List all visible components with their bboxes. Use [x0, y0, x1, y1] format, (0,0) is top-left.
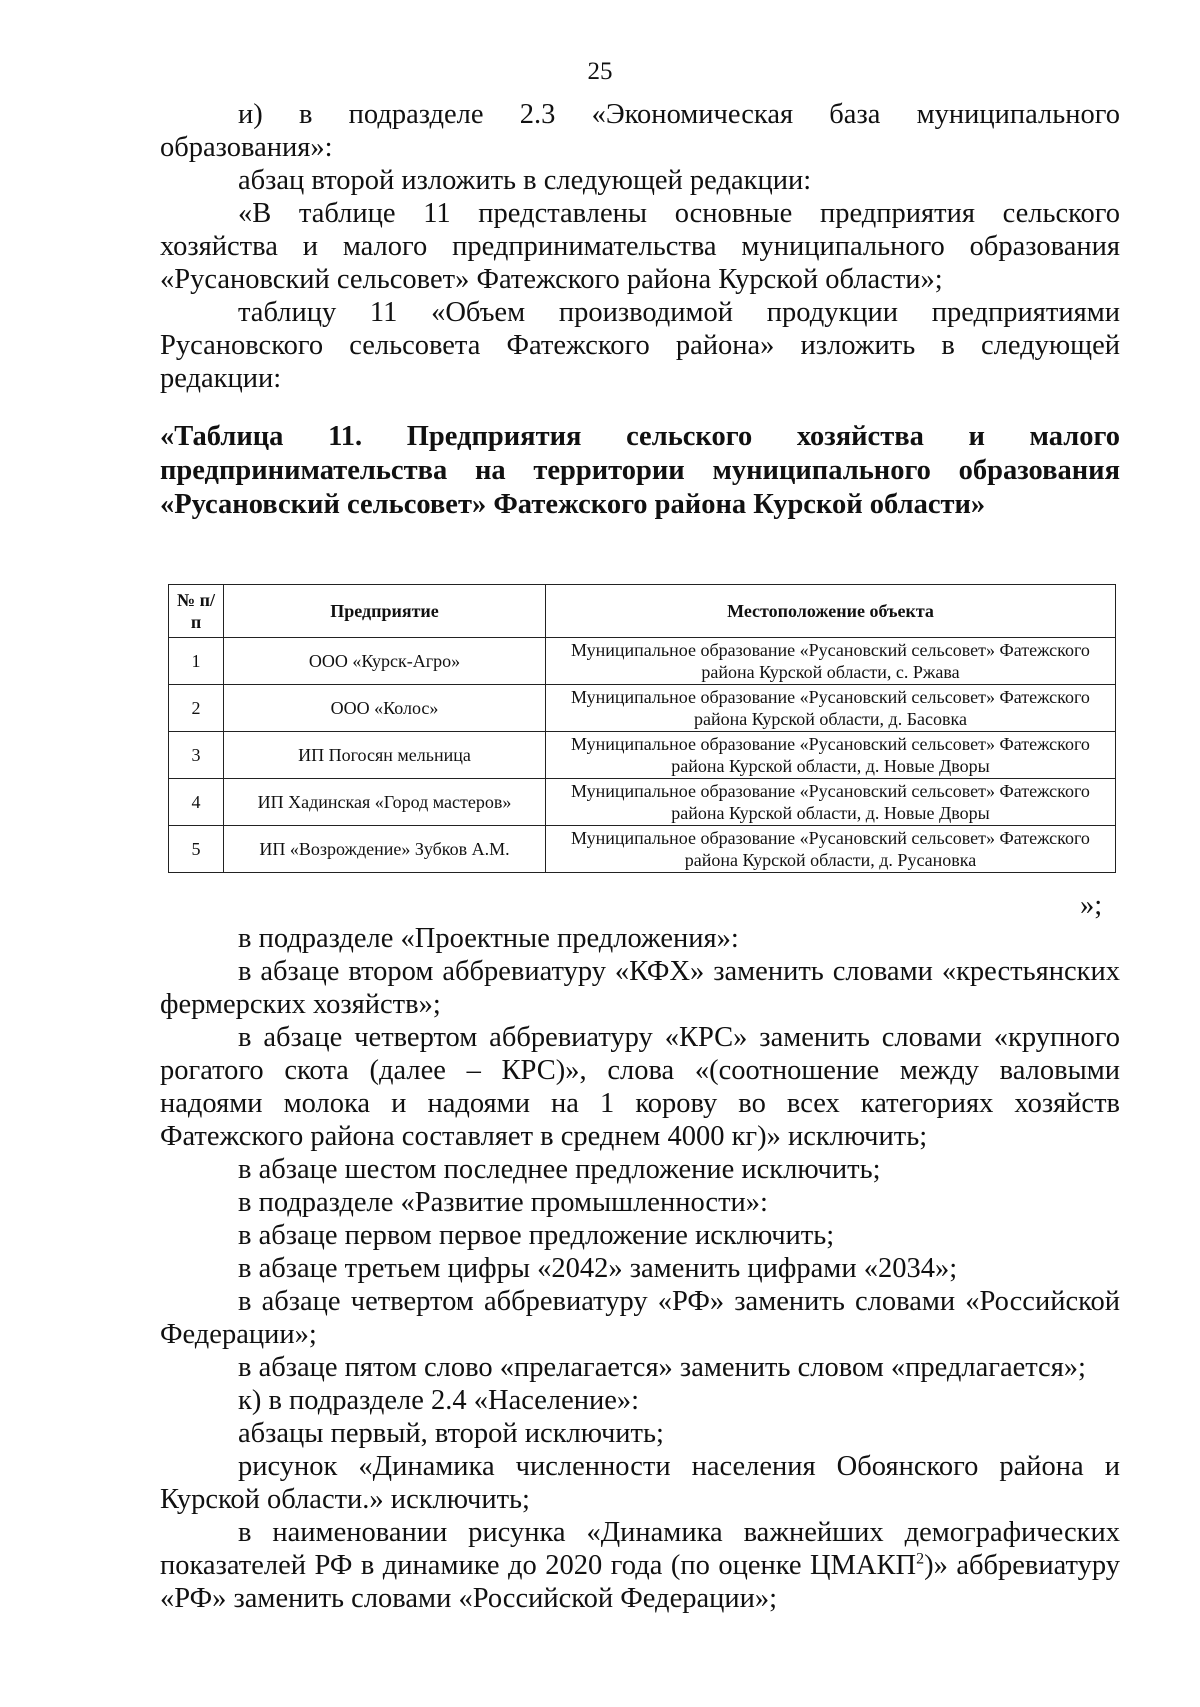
header-number: № п/п	[169, 585, 224, 638]
body-paragraph-6: в абзаце первом первое предложение исключить;	[238, 1220, 835, 1251]
row-location: Муниципальное образование «Русановский сельсовет» Фатежского района Курской области, д. Новые Дворы	[546, 779, 1116, 826]
body-paragraph-5: в подразделе «Развитие промышленности»:	[238, 1187, 768, 1218]
table-row	[169, 826, 1116, 873]
body-paragraph-9: в абзаце пятом слово «прелагается» заменить словом «предлагается»;	[238, 1352, 1086, 1383]
table-header-row	[169, 585, 1116, 638]
intro-paragraph-2: абзац второй изложить в следующей редакции:	[238, 165, 812, 196]
row-enterprise: ООО «Курск-Агро»	[224, 638, 546, 685]
row-enterprise: ИП Погосян мельница	[224, 732, 546, 779]
body-paragraph-11: абзацы первый, второй исключить;	[238, 1418, 664, 1449]
body-paragraph-13-end: )» аббревиатуру «РФ» заменить словами «Российской Федерации»;	[160, 1550, 1120, 1614]
intro-paragraph-1: и) в подразделе 2.3 «Экономическая база муниципального образования»:	[160, 99, 1120, 163]
table-closing-quote: »;	[1080, 890, 1103, 921]
intro-paragraph-3: «В таблице 11 представлены основные предприятия сельского хозяйства и малого предпринимательства муниципального образования «Русановский сельсовет» Фатежского района Курской области»;	[160, 198, 1120, 295]
row-location: Муниципальное образование «Русановский сельсовет» Фатежского района Курской области, с. Ржава	[546, 638, 1116, 685]
row-location: Муниципальное образование «Русановский сельсовет» Фатежского района Курской области, д. Новые Дворы	[546, 732, 1116, 779]
row-enterprise: ИП «Возрождение» Зубков А.М.	[224, 826, 546, 873]
row-enterprise: ИП Хадинская «Город мастеров»	[224, 779, 546, 826]
table-row	[169, 779, 1116, 826]
body-paragraph-12: рисунок «Динамика численности населения Обоянского района и Курской области.» исключить;	[160, 1451, 1120, 1515]
table-row	[169, 638, 1116, 685]
body-paragraph-1: в подразделе «Проектные предложения»:	[238, 923, 739, 954]
body-paragraph-13	[160, 1516, 1120, 1615]
row-enterprise: ООО «Колос»	[224, 685, 546, 732]
body-paragraph-3: в абзаце четвертом аббревиатуру «КРС» заменить словами «крупного рогатого скота (далее – КРС)», слова «(соотношение между валовыми надоями молока и надоями на 1 корову во всех категориях хозяйств Фатежского района составляет в среднем 4000 кг)» исключить;	[160, 1022, 1120, 1152]
row-number: 5	[169, 826, 224, 873]
page-number: 25	[587, 58, 613, 85]
table-title: «Таблица 11. Предприятия сельского хозяйства и малого предпринимательства на территории муниципального образования «Русановский сельсовет» Фатежского района Курской области»	[160, 421, 1120, 520]
body-paragraph-2: в абзаце втором аббревиатуру «КФХ» заменить словами «крестьянских фермерских хозяйств»;	[160, 956, 1120, 1020]
table-row	[169, 685, 1116, 732]
row-number: 4	[169, 779, 224, 826]
table-row	[169, 732, 1116, 779]
row-number: 2	[169, 685, 224, 732]
body-paragraph-8: в абзаце четвертом аббревиатуру «РФ» заменить словами «Российской Федерации»;	[160, 1286, 1120, 1350]
row-location: Муниципальное образование «Русановский сельсовет» Фатежского района Курской области, д. Русановка	[546, 826, 1116, 873]
body-paragraph-7: в абзаце третьем цифры «2042» заменить цифрами «2034»;	[238, 1253, 958, 1284]
row-number: 1	[169, 638, 224, 685]
footnote-marker: 2	[916, 1550, 925, 1568]
body-paragraph-4: в абзаце шестом последнее предложение исключить;	[238, 1154, 881, 1185]
intro-paragraph-4: таблицу 11 «Объем производимой продукции предприятиями Русановского сельсовета Фатежского района» изложить в следующей редакции:	[160, 297, 1120, 394]
header-location: Местоположение объекта	[546, 585, 1116, 638]
row-location: Муниципальное образование «Русановский сельсовет» Фатежского района Курской области, д. Басовка	[546, 685, 1116, 732]
body-paragraph-13-start: в наименовании рисунка «Динамика важнейших демографических показателей РФ в динамике до 2020 года (по оценке ЦМАКП	[160, 1517, 1120, 1581]
enterprises-table	[168, 584, 1116, 873]
header-enterprise: Предприятие	[224, 585, 546, 638]
row-number: 3	[169, 732, 224, 779]
body-paragraph-10: к) в подразделе 2.4 «Население»:	[238, 1385, 640, 1416]
